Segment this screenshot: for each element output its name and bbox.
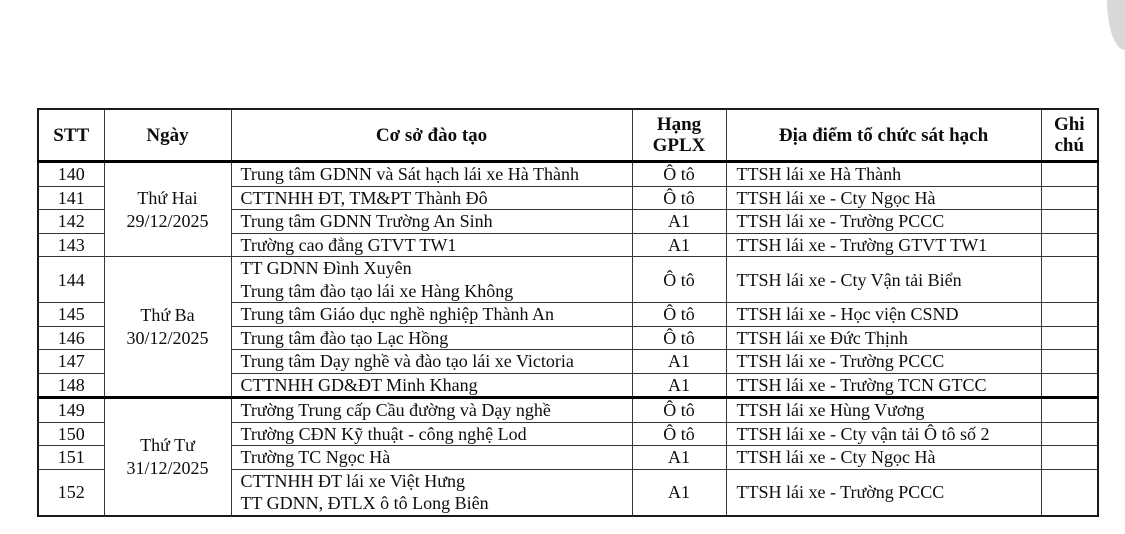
license-class-cell: A1 bbox=[632, 373, 726, 398]
training-center-line: Trung tâm Dạy nghề và đào tạo lái xe Victoria bbox=[240, 351, 574, 371]
note-cell bbox=[1041, 398, 1098, 423]
license-class-cell: A1 bbox=[632, 446, 726, 470]
license-class-cell: A1 bbox=[632, 210, 726, 234]
training-center-line: Trung tâm đào tạo Lạc Hồng bbox=[240, 327, 449, 348]
training-center-line: Trường TC Ngọc Hà bbox=[240, 447, 391, 467]
training-center-cell bbox=[231, 210, 632, 234]
exam-site-cell: TTSH lái xe Đức Thịnh bbox=[726, 326, 1041, 350]
exam-site-cell: TTSH lái xe - Trường TCN GTCC bbox=[726, 373, 1041, 398]
scan-corner-artifact bbox=[1107, 0, 1125, 50]
date-label: 31/12/2025 bbox=[126, 457, 209, 478]
table-header bbox=[38, 109, 1098, 162]
table-row bbox=[38, 398, 1098, 423]
day-cell bbox=[104, 162, 231, 257]
note-cell bbox=[1041, 373, 1098, 398]
weekday-label: Thứ Hai bbox=[137, 188, 198, 208]
training-center-cell bbox=[231, 303, 632, 327]
training-center-line: TT GDNN Đình Xuyên bbox=[240, 258, 412, 278]
license-class-cell: Ô tô bbox=[632, 257, 726, 303]
training-center-cell bbox=[231, 257, 632, 303]
license-class-cell: Ô tô bbox=[632, 422, 726, 446]
weekday-label: Thứ Tư bbox=[140, 435, 195, 456]
license-class-cell: Ô tô bbox=[632, 303, 726, 327]
col-header-hang-line2: GPLX bbox=[652, 135, 706, 156]
exam-site-cell: TTSH lái xe - Trường PCCC bbox=[726, 350, 1041, 374]
note-cell bbox=[1041, 469, 1098, 516]
training-center-line: Trung tâm GDNN và Sát hạch lái xe Hà Thành bbox=[240, 164, 579, 184]
stt-cell: 146 bbox=[38, 326, 104, 350]
license-class-cell: A1 bbox=[632, 469, 726, 516]
col-header-ghi-chu-line2: chú bbox=[1054, 135, 1085, 156]
note-cell bbox=[1041, 326, 1098, 350]
training-center-cell bbox=[231, 326, 632, 350]
training-center-cell bbox=[231, 469, 632, 516]
training-center-line: Trường Trung cấp Cầu đường và Dạy nghề bbox=[240, 400, 551, 420]
col-header-co-so-dao-tao: Cơ sở đào tạo bbox=[231, 109, 632, 162]
stt-cell: 152 bbox=[38, 469, 104, 516]
col-header-ghi-chu-line1: Ghi bbox=[1053, 114, 1085, 135]
note-cell bbox=[1041, 162, 1098, 187]
training-center-cell bbox=[231, 233, 632, 257]
training-center-line: CTTNHH ĐT, TM&PT Thành Đô bbox=[240, 187, 488, 208]
col-header-hang-gplx bbox=[632, 109, 726, 162]
table-body bbox=[38, 162, 1098, 516]
training-center-line: TT GDNN, ĐTLX ô tô Long Biên bbox=[240, 493, 489, 513]
training-center-cell bbox=[231, 398, 632, 423]
training-center-cell bbox=[231, 373, 632, 398]
exam-site-cell: TTSH lái xe - Cty Ngọc Hà bbox=[726, 186, 1041, 210]
training-center-line: Trung tâm đào tạo lái xe Hàng Không bbox=[240, 280, 514, 301]
col-header-dia-diem: Địa điểm tổ chức sát hạch bbox=[726, 109, 1041, 162]
col-header-ghi-chu bbox=[1041, 109, 1098, 162]
table-row bbox=[38, 257, 1098, 303]
weekday-label: Thứ Ba bbox=[140, 305, 195, 325]
table-row bbox=[38, 162, 1098, 187]
training-center-cell bbox=[231, 350, 632, 374]
training-center-cell bbox=[231, 162, 632, 187]
exam-site-cell: TTSH lái xe - Cty Vận tải Biển bbox=[726, 257, 1041, 303]
header-row bbox=[38, 109, 1098, 162]
training-center-line: CTTNHH GD&ĐT Minh Khang bbox=[240, 374, 478, 395]
license-class-cell: Ô tô bbox=[632, 398, 726, 423]
col-header-ngay: Ngày bbox=[104, 109, 231, 162]
stt-cell: 142 bbox=[38, 210, 104, 234]
stt-cell: 147 bbox=[38, 350, 104, 374]
note-cell bbox=[1041, 446, 1098, 470]
exam-site-cell: TTSH lái xe - Học viện CSND bbox=[726, 303, 1041, 327]
training-center-line: Trung tâm Giáo dục nghề nghiệp Thành An bbox=[240, 304, 554, 324]
exam-site-cell: TTSH lái xe - Trường PCCC bbox=[726, 210, 1041, 234]
day-cell bbox=[104, 257, 231, 398]
exam-site-cell: TTSH lái xe - Cty vận tải Ô tô số 2 bbox=[726, 422, 1041, 446]
exam-site-cell: TTSH lái xe - Trường PCCC bbox=[726, 469, 1041, 516]
license-class-cell: A1 bbox=[632, 233, 726, 257]
stt-cell: 141 bbox=[38, 186, 104, 210]
license-class-cell: Ô tô bbox=[632, 162, 726, 187]
training-center-line: CTTNHH ĐT lái xe Việt Hưng bbox=[240, 470, 465, 491]
stt-cell: 150 bbox=[38, 422, 104, 446]
stt-cell: 151 bbox=[38, 446, 104, 470]
date-label: 29/12/2025 bbox=[126, 210, 209, 231]
exam-site-cell: TTSH lái xe Hùng Vương bbox=[726, 398, 1041, 423]
license-class-cell: Ô tô bbox=[632, 186, 726, 210]
stt-cell: 140 bbox=[38, 162, 104, 187]
date-label: 30/12/2025 bbox=[126, 327, 209, 348]
stt-cell: 144 bbox=[38, 257, 104, 303]
note-cell bbox=[1041, 186, 1098, 210]
col-header-hang-line1: Hạng bbox=[656, 114, 702, 135]
col-header-stt: STT bbox=[38, 109, 104, 162]
note-cell bbox=[1041, 303, 1098, 327]
exam-site-cell: TTSH lái xe Hà Thành bbox=[726, 162, 1041, 187]
day-cell bbox=[104, 398, 231, 516]
training-center-line: Trường CĐN Kỹ thuật - công nghệ Lod bbox=[240, 423, 527, 444]
exam-schedule-table bbox=[37, 108, 1099, 517]
training-center-cell bbox=[231, 422, 632, 446]
license-class-cell: Ô tô bbox=[632, 326, 726, 350]
note-cell bbox=[1041, 257, 1098, 303]
license-class-cell: A1 bbox=[632, 350, 726, 374]
note-cell bbox=[1041, 210, 1098, 234]
training-center-cell bbox=[231, 446, 632, 470]
stt-cell: 148 bbox=[38, 373, 104, 398]
stt-cell: 143 bbox=[38, 233, 104, 257]
training-center-line: Trường cao đẳng GTVT TW1 bbox=[240, 234, 457, 255]
note-cell bbox=[1041, 422, 1098, 446]
exam-site-cell: TTSH lái xe - Cty Ngọc Hà bbox=[726, 446, 1041, 470]
note-cell bbox=[1041, 350, 1098, 374]
exam-site-cell: TTSH lái xe - Trường GTVT TW1 bbox=[726, 233, 1041, 257]
training-center-line: Trung tâm GDNN Trường An Sinh bbox=[240, 211, 493, 231]
stt-cell: 145 bbox=[38, 303, 104, 327]
stt-cell: 149 bbox=[38, 398, 104, 423]
training-center-cell bbox=[231, 186, 632, 210]
note-cell bbox=[1041, 233, 1098, 257]
